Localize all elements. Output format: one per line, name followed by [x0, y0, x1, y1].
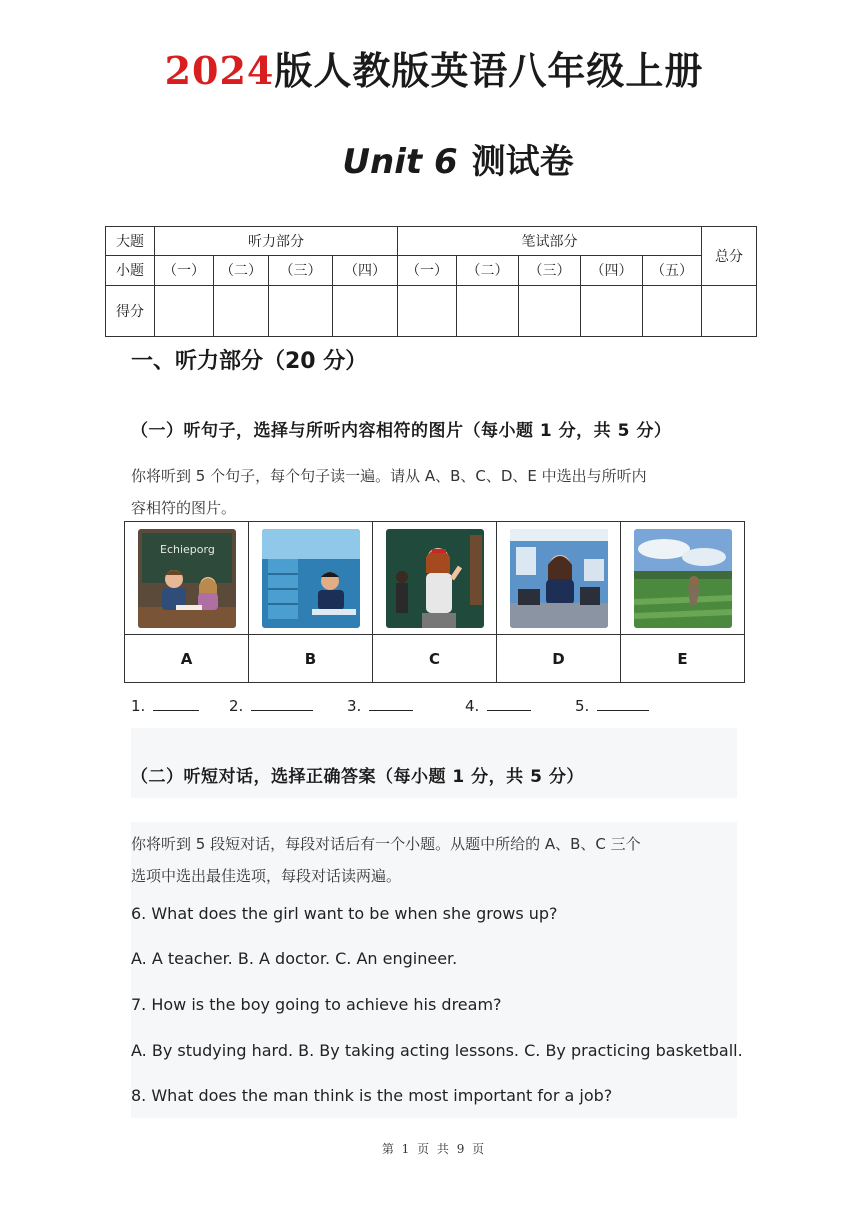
subtitle-test: 测试卷: [471, 142, 574, 182]
instruction-line: 你将听到 5 个句子，每个句子读一遍。请从 A、B、C、D、E 中选出与所听内: [131, 467, 647, 485]
title-year: 2024: [164, 48, 275, 93]
row-label-section: 大题: [106, 227, 155, 256]
score-cell[interactable]: [398, 285, 457, 336]
girl-performing-image: [386, 529, 484, 628]
picture-label-a: A: [125, 635, 249, 683]
farmer-field-image: [634, 529, 732, 628]
writing-part-1: （一）: [398, 256, 457, 285]
answer-blank[interactable]: [251, 696, 313, 711]
answer-slot: 5.: [575, 696, 649, 715]
page-footer: 第 1 页 共 9 页: [381, 1142, 487, 1156]
writing-part-3: （三）: [519, 256, 581, 285]
writing-part-2: （二）: [457, 256, 519, 285]
answer-slot: 2.: [229, 696, 313, 715]
question-6-options: A. A teacher. B. A doctor. C. An engineer.: [131, 949, 458, 968]
board-text: Echieporg: [159, 542, 215, 556]
instruction-line: 你将听到 5 段短对话，每段对话后有一个小题。从题中所给的 A、B、C 三个: [131, 835, 641, 853]
picture-cell-a: [125, 522, 249, 635]
listening-header: 听力部分: [155, 227, 398, 256]
subtitle-unit: Unit 6: [342, 142, 458, 182]
answer-slot: 3.: [347, 696, 413, 715]
question-7-options: A. By studying hard. B. By taking acting lessons. C. By practicing basketball.: [131, 1041, 743, 1060]
title-text: 版人教版英语八年级上册: [274, 48, 704, 93]
score-cell[interactable]: [333, 285, 398, 336]
answer-blank[interactable]: [369, 696, 413, 711]
picture-label-e: E: [621, 635, 745, 683]
part1-instructions: [131, 460, 741, 524]
student-studying-image: [262, 529, 360, 628]
score-cell[interactable]: [581, 285, 643, 336]
listening-part-2: （二）: [214, 256, 269, 285]
writing-part-5: （五）: [643, 256, 702, 285]
answer-blank[interactable]: [487, 696, 531, 711]
score-cell[interactable]: [643, 285, 702, 336]
classroom-children-image: [138, 529, 236, 628]
row-label-subsection: 小题: [106, 256, 155, 285]
writing-header: 笔试部分: [398, 227, 702, 256]
answer-slot: 1.: [131, 696, 199, 715]
document-title: [0, 40, 868, 95]
score-table: [105, 226, 757, 337]
office-worker-image: [510, 529, 608, 628]
listening-part-4: （四）: [333, 256, 398, 285]
picture-label-b: B: [249, 635, 373, 683]
score-cell[interactable]: [519, 285, 581, 336]
listening-part-3: （三）: [269, 256, 333, 285]
section-heading: 一、听力部分（20 分）: [131, 349, 368, 374]
instruction-line: 容相符的图片。: [131, 499, 237, 517]
picture-cell-d: [497, 522, 621, 635]
picture-table: [124, 521, 745, 683]
score-cell[interactable]: [214, 285, 269, 336]
writing-part-4: （四）: [581, 256, 643, 285]
question-8: 8. What does the man think is the most important for a job?: [131, 1086, 613, 1105]
picture-label-d: D: [497, 635, 621, 683]
score-cell[interactable]: [457, 285, 519, 336]
score-cell[interactable]: [269, 285, 333, 336]
answer-blank[interactable]: [597, 696, 649, 711]
part1-heading: （一）听句子，选择与所听内容相符的图片（每小题 1 分，共 5 分）: [131, 421, 672, 441]
question-7: 7. How is the boy going to achieve his dream?: [131, 995, 502, 1014]
answer-blank[interactable]: [153, 696, 199, 711]
listening-part-1: （一）: [155, 256, 214, 285]
picture-cell-c: [373, 522, 497, 635]
score-cell[interactable]: [155, 285, 214, 336]
row-label-score: 得分: [106, 285, 155, 336]
part2-heading: （二）听短对话，选择正确答案（每小题 1 分，共 5 分）: [131, 767, 584, 787]
document-subtitle: [0, 134, 868, 183]
part2-instructions: [131, 828, 741, 892]
instruction-line: 选项中选出最佳选项，每段对话读两遍。: [131, 867, 402, 885]
question-6: 6. What does the girl want to be when she grows up?: [131, 904, 558, 923]
picture-label-c: C: [373, 635, 497, 683]
picture-cell-e: [621, 522, 745, 635]
answer-slot: 4.: [465, 696, 531, 715]
picture-cell-b: [249, 522, 373, 635]
total-header: 总分: [702, 227, 757, 286]
score-cell-total[interactable]: [702, 285, 757, 336]
